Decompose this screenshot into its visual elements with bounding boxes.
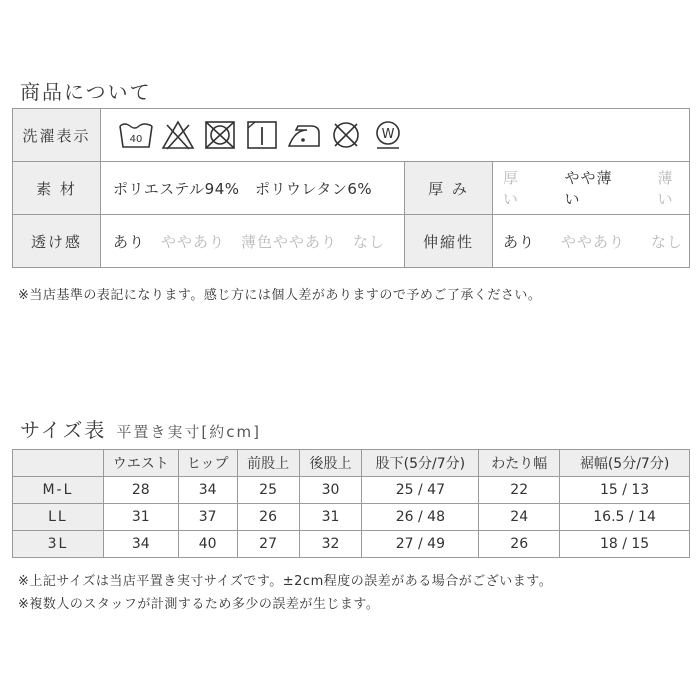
size-header-inseam: 股下(5分/7分) bbox=[362, 450, 479, 477]
wet-clean-letter: W bbox=[381, 127, 395, 142]
table-row bbox=[13, 531, 690, 558]
table-cell: 26 bbox=[237, 504, 299, 531]
sheer-option-slightly: ややあり bbox=[161, 232, 226, 251]
size-table-header-row bbox=[13, 450, 690, 477]
table-cell: 37 bbox=[178, 504, 237, 531]
table-cell: 18 / 15 bbox=[560, 531, 690, 558]
wash-40-icon bbox=[117, 117, 155, 153]
no-bleach-icon bbox=[159, 117, 197, 153]
table-cell: 22 bbox=[479, 477, 560, 504]
stretch-option-yes: あり bbox=[503, 232, 536, 251]
sheer-option-none: なし bbox=[353, 232, 386, 251]
no-dry-clean-icon bbox=[327, 117, 365, 153]
table-cell: 15 / 13 bbox=[560, 477, 690, 504]
table-cell: 25 / 47 bbox=[362, 477, 479, 504]
table-cell: 28 bbox=[103, 477, 178, 504]
size-header-back-rise: 後股上 bbox=[299, 450, 362, 477]
size-section-header bbox=[20, 414, 261, 443]
thickness-option-thin: 薄い bbox=[657, 169, 674, 208]
stretch-options bbox=[503, 215, 683, 267]
table-cell: 27 / 49 bbox=[362, 531, 479, 558]
table-cell: 27 bbox=[237, 531, 299, 558]
stretch-option-slightly: ややあり bbox=[561, 232, 626, 251]
size-header-corner bbox=[13, 450, 104, 477]
size-label: LL bbox=[13, 504, 104, 531]
size-header-front-rise: 前股上 bbox=[237, 450, 299, 477]
size-table bbox=[12, 449, 690, 558]
wet-clean-icon bbox=[369, 117, 407, 153]
size-section-subtitle: 平置き実寸[約cm] bbox=[116, 423, 261, 441]
size-header-thigh: わたり幅 bbox=[479, 450, 560, 477]
sheer-option-yes: あり bbox=[113, 232, 146, 251]
product-info-table bbox=[12, 108, 690, 268]
product-note: ※当店基準の表記になります。感じ方には個人差がありますので予めご了承ください。 bbox=[18, 288, 542, 303]
size-note-1: ※上記サイズは当店平置き実寸サイズです。±2cm程度の誤差がある場合がございます。 bbox=[18, 574, 553, 589]
care-row bbox=[13, 109, 689, 162]
stretch-option-none: なし bbox=[651, 232, 684, 251]
table-cell: 31 bbox=[103, 504, 178, 531]
material-row bbox=[13, 162, 689, 215]
thickness-option-thick: 厚い bbox=[503, 169, 520, 208]
thickness-option-slightly-thin: やや薄い bbox=[564, 169, 613, 208]
size-label: M-L bbox=[13, 477, 104, 504]
table-cell: 24 bbox=[479, 504, 560, 531]
size-header-hip: ヒップ bbox=[178, 450, 237, 477]
table-row bbox=[13, 504, 690, 531]
care-icons bbox=[117, 117, 407, 153]
table-cell: 31 bbox=[299, 504, 362, 531]
table-cell: 34 bbox=[178, 477, 237, 504]
no-tumble-dry-icon bbox=[201, 117, 239, 153]
stretch-label: 伸縮性 bbox=[404, 215, 493, 267]
size-note-2: ※複数人のスタッフが計測するため多少の誤差が生じます。 bbox=[18, 597, 380, 612]
thickness-options bbox=[503, 162, 689, 214]
iron-low-icon bbox=[285, 117, 323, 153]
material-label: 素 材 bbox=[13, 162, 101, 214]
size-label: 3L bbox=[13, 531, 104, 558]
sheer-label: 透け感 bbox=[13, 215, 101, 267]
care-label: 洗濯表示 bbox=[13, 109, 101, 161]
table-cell: 32 bbox=[299, 531, 362, 558]
line-dry-icon bbox=[243, 117, 281, 153]
size-header-waist: ウエスト bbox=[103, 450, 178, 477]
table-cell: 40 bbox=[178, 531, 237, 558]
sheer-option-light-color: 薄色ややあり bbox=[241, 232, 338, 251]
table-row bbox=[13, 477, 690, 504]
table-cell: 25 bbox=[237, 477, 299, 504]
size-header-hem: 裾幅(5分/7分) bbox=[560, 450, 690, 477]
product-section-title: 商品について bbox=[20, 80, 152, 104]
table-cell: 16.5 / 14 bbox=[560, 504, 690, 531]
table-cell: 26 / 48 bbox=[362, 504, 479, 531]
sheer-stretch-row bbox=[13, 215, 689, 267]
sheer-options bbox=[113, 215, 385, 267]
wash-temp-text: 40 bbox=[129, 134, 143, 145]
thickness-label: 厚 み bbox=[404, 162, 493, 214]
size-section-title: サイズ表 bbox=[20, 418, 107, 442]
table-cell: 26 bbox=[479, 531, 560, 558]
material-value: ポリエステル94% ポリウレタン6% bbox=[113, 179, 373, 198]
table-cell: 30 bbox=[299, 477, 362, 504]
table-cell: 34 bbox=[103, 531, 178, 558]
